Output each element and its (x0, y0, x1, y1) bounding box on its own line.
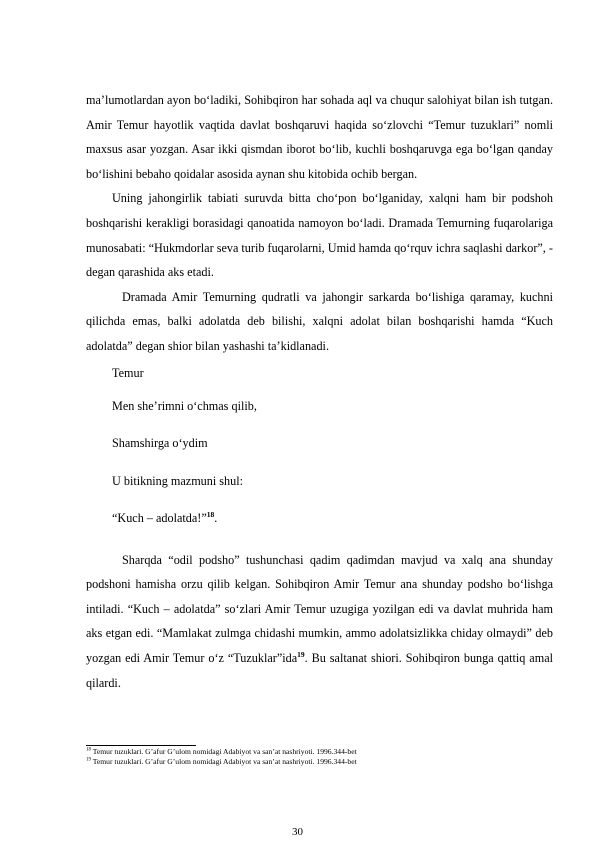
paragraph-4-end: . Bu saltanat shiori. Sohibqiron bunga qattiq amal qilardi. (86, 650, 553, 690)
paragraph-1: ma’lumotlardan ayon bo‘ladiki, Sohibqiron har sohada aql va chuqur salohiyat bilan ish tutgan. Amir Temur hayotlik vaqtida davlat boshqaruvi haqida so‘zlovchi “Temur tuzuklari” nomli maxsus asar yozgan. Asar ikki qismdan iborot bo‘lib, kuchli boshqaruvga ega bo‘lgan qanday bo‘lishini bebaho qoidalar asosida aynan shu kitobida ochib bergan. (86, 93, 553, 181)
footnote-number: 19 (86, 757, 91, 763)
paragraph-4 (86, 548, 553, 696)
footnote-text: Temur tuzuklari. G’afur G’ulom nomidagi Adabiyot va san’at nashriyoti. 1996.344-bet (92, 747, 357, 756)
footnotes (86, 745, 553, 766)
verse-line-2: Men she’rimni o‘chmas qilib, (112, 398, 257, 413)
footnote-ref-19: 19 (297, 649, 305, 659)
verse-line-5-end: . (214, 511, 218, 526)
page-number: 30 (292, 826, 303, 838)
paragraph-2: Uning jahongirlik tabiati suruvda bitta cho‘pon bo‘lganiday, xalqni ham bir podshoh boshqarishi kerakligi borasidagi qanoatida namoyon bo‘ladi. Dramada Temurning fuqarolariga munosabati: “Hukmdorlar seva turib fuqarolarni, Umid hamda qo‘rquv ichra saqlashi darkor”, - degan qarashida aks etadi. (86, 191, 553, 280)
footnote-number: 18 (86, 747, 91, 753)
footnote-18 (86, 747, 553, 757)
paragraph-4-text: Sharqda “odil podsho” tushunchasi qadim qadimdan mavjud va xalq ana shunday podshoni hamisha orzu qilib kelgan. Sohibqiron Amir Temur ana shunday podsho bo‘lishga intiladi. “Kuch – adolatda” so‘zlari Amir Temur uzugiga yozilgan edi va davlat muhrida ham aks etgan edi. “Mamlakat zulmga chidashi mumkin, ammo adolatsizlikka chiday olmaydi” deb yozgan edi Amir Temur o‘z “Tuzuklar”ida (86, 552, 553, 665)
footnote-text: Temur tuzuklari. G’afur G’ulom nomidagi Adabiyot va san’at nashriyoti. 1996.344-bet (92, 756, 357, 766)
verse-line-3: Shamshirga o‘ydim (112, 436, 208, 451)
footnote-ref-18: 18 (206, 509, 215, 519)
verse-line-4: U bitikning mazmuni shul: (112, 473, 244, 488)
footnote-19 (86, 757, 553, 767)
verse-line-5-text: “Kuch – adolatda!” (112, 511, 207, 526)
body-text (86, 88, 553, 695)
verse-line-1: Temur (112, 365, 144, 380)
verse-line-5 (86, 500, 553, 538)
footnote-rule (86, 745, 196, 746)
paragraph-3: Dramada Amir Temurning qudratli va jahongir sarkarda bo‘lishiga qaramay, kuchni qilichda emas, balki adolatda deb bilishi, xalqni adolat bilan boshqarishi hamda “Kuch adolatda” degan shior bilan yashashi ta’kidlanadi. (86, 289, 553, 353)
